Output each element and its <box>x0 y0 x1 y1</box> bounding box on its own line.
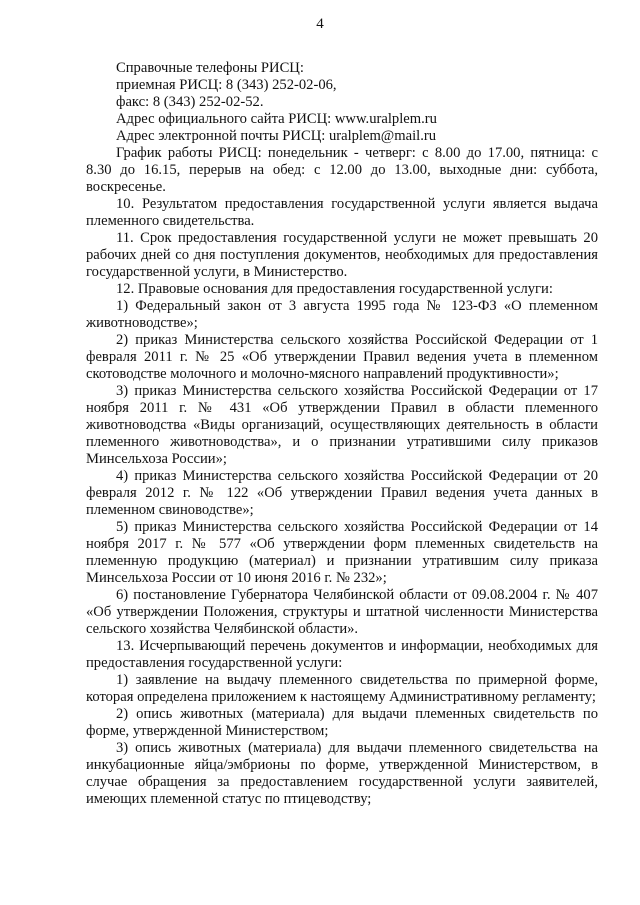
paragraph-10: 10. Результатом предоставления государственной услуги является выдача племенного свидетельства. <box>86 196 598 229</box>
page-number: 4 <box>316 16 324 32</box>
paragraph-12-title: 12. Правовые основания для предоставления государственной услуги: <box>116 281 553 297</box>
documents-item-3: 3) опись животных (материала) для выдачи племенного свидетельства на инкубационные яйца/эмбрионы по форме, утвержденной Министерством, в случае обращения за предоставлением государственной услуги заявителей, имеющих племенной статус по птицеводству; <box>86 740 598 807</box>
website-address: Адрес официального сайта РИСЦ: www.uralplem.ru <box>116 111 437 127</box>
reception-phone: приемная РИСЦ: 8 (343) 252-02-06, <box>116 77 337 93</box>
paragraph-13-title: 13. Исчерпывающий перечень документов и информации, необходимых для предоставления государственной услуги: <box>86 638 598 671</box>
document-body <box>86 60 598 808</box>
fax-number: факс: 8 (343) 252-02-52. <box>116 94 264 110</box>
email-address: Адрес электронной почты РИСЦ: uralplem@mail.ru <box>116 128 436 144</box>
legal-basis-item-1: 1) Федеральный закон от 3 августа 1995 года № 123-ФЗ «О племенном животноводстве»; <box>86 298 598 331</box>
legal-basis-item-3: 3) приказ Министерства сельского хозяйства Российской Федерации от 17 ноября 2011 г. № 431 «Об утверждении Правил в области племенного животноводства «Виды организаций, осуществляющих деятельность в области племенного животноводства», и о признании утратившими силу приказов Минсельхоза России»; <box>86 383 598 467</box>
legal-basis-item-4: 4) приказ Министерства сельского хозяйства Российской Федерации от 20 февраля 2012 г. № 122 «Об утверждении Правил ведения учета данных в племенном свиноводстве»; <box>86 468 598 518</box>
legal-basis-item-5: 5) приказ Министерства сельского хозяйства Российской Федерации от 14 ноября 2017 г. № 577 «Об утверждении форм племенных свидетельств на племенную продукцию (материал) и признании утратившим силу приказа Минсельхоза России от 10 июня 2016 г. № 232»; <box>86 519 598 586</box>
legal-basis-item-6: 6) постановление Губернатора Челябинской области от 09.08.2004 г. № 407 «Об утверждении Положения, структуры и штатной численности Министерства сельского хозяйства Челябинской области». <box>86 587 598 637</box>
contacts-block <box>86 60 598 145</box>
legal-basis-item-2: 2) приказ Министерства сельского хозяйства Российской Федерации от 1 февраля 2011 г. № 25 «Об утверждении Правил ведения учета в племенном скотоводстве молочного и молочно-мясного направлений продуктивности»; <box>86 332 598 382</box>
contacts-heading: Справочные телефоны РИСЦ: <box>116 60 304 76</box>
paragraph-11: 11. Срок предоставления государственной услуги не может превышать 20 рабочих дней со дня поступления документов, необходимых для предоставления государственной услуги, в Министерство. <box>86 230 598 280</box>
documents-item-1: 1) заявление на выдачу племенного свидетельства по примерной форме, которая определена приложением к настоящему Административному регламенту; <box>86 672 598 705</box>
work-schedule: График работы РИСЦ: понедельник - четверг: с 8.00 до 17.00, пятница: с 8.30 до 16.15, перерыв на обед: с 12.00 до 13.00, выходные дни: суббота, воскресенье. <box>86 145 598 195</box>
documents-item-2: 2) опись животных (материала) для выдачи племенных свидетельств по форме, утвержденной Министерством; <box>86 706 598 739</box>
